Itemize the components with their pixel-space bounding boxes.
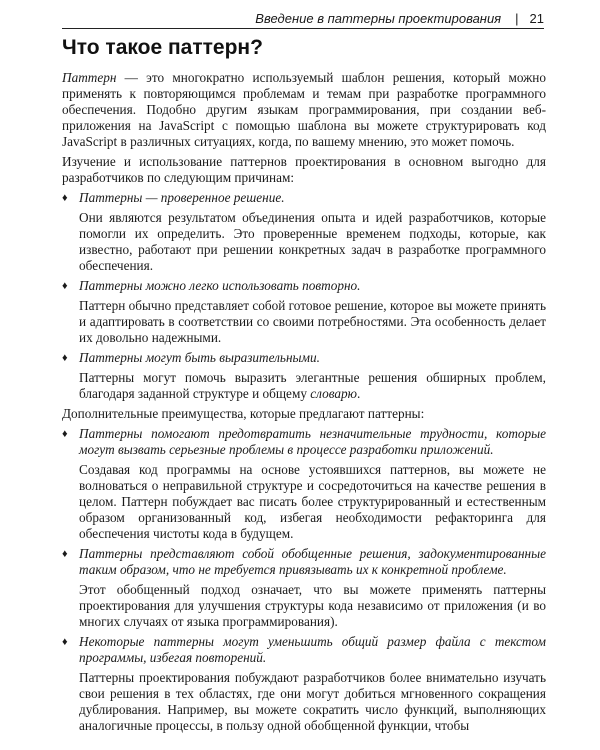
advantage-item [62,634,546,666]
advantage-body: Создавая код программы на основе устоявшихся паттернов, вы можете не волноваться о неправильной структуре и сосредоточиться на качестве решения в целом. Паттерн побуждает вас писать более структурированный и естественным образом организованный код, избегая необходимости рефакторинга для обеспечения чистоты кода в будущем. [79,462,546,541]
diamond-bullet-icon: ♦ [62,548,68,560]
diamond-bullet-icon: ♦ [62,192,68,204]
reason-title: Паттерны могут быть выразительными. [79,350,320,365]
study-paragraph: Изучение и использование паттернов проектирования в основном выгодно для разработчиков по следующим причинам: [62,154,546,185]
reason-body: Они являются результатом объединения опыта и идей разработчиков, которые помогли их определить. Это проверенные временем подходы, которые, как известно, работают при решении конкретных задач в разработке программного обеспечения. [79,210,546,273]
reason-title: Паттерны — проверенное решение. [79,190,285,205]
header-separator: | [515,10,519,26]
diamond-bullet-icon: ♦ [62,352,68,364]
reason-body: Паттерн обычно представляет собой готовое решение, которое вы можете принять и адаптировать в соответствии со своими потребностями. Эта особенность делает их довольно надежными. [79,298,546,345]
advantage-item [62,426,546,458]
additional-paragraph: Дополнительные преимущества, которые предлагают паттерны: [62,406,425,421]
intro-text: — это многократно используемый шаблон решения, который можно применять к повторяющимся проблемам и темам при разработке программного обеспечения. Подобно другим языкам программирования, при создании веб-приложения на JavaScript с помощью шаблона вы можете структурировать код JavaScript в различных ситуациях, когда, по вашему мнению, это может помочь. [62,70,546,149]
intro-paragraph [62,70,546,150]
reason-item [62,350,546,366]
diamond-bullet-icon: ♦ [62,428,68,440]
diamond-bullet-icon: ♦ [62,636,68,648]
advantage-title: Паттерны помогают предотвратить незначительные трудности, которые могут вызвать серьезные проблемы в процессе разработки приложений. [79,426,546,457]
advantage-title: Паттерны представляют собой обобщенные решения, задокументированные таким образом, что не требуется привязывать их к конкретной проблеме. [79,546,546,577]
header-section-title: Введение в паттерны проектирования [255,10,502,26]
reason-body-end: . [356,386,361,401]
diamond-bullet-icon: ♦ [62,280,68,292]
reason-item [62,278,546,294]
advantage-item [62,546,546,578]
reason-body-emphasis: словарю [310,386,357,401]
page-body [62,70,546,738]
reason-body [79,370,546,402]
reason-body-text: Паттерны могут помочь выразить элегантные решения обширных проблем, благодаря заданной структуре и общему [79,370,546,401]
advantage-body: Этот обобщенный подход означает, что вы можете применять паттерны проектирования для улучшения структуры кода независимо от приложения (и во многих случаях от языка программирования). [79,582,546,629]
page-number: 21 [529,10,544,26]
advantage-title: Некоторые паттерны могут уменьшить общий размер файла с текстом программы, избегая повторений. [79,634,546,665]
reason-item [62,190,546,206]
running-header [62,8,544,29]
intro-term: Паттерн [62,70,117,85]
page-title: Что такое паттерн? [62,36,263,59]
advantage-body: Паттерны проектирования побуждают разработчиков более внимательно изучать свои решения в тех областях, где они могут добиться мгновенного сокращения дублирования. Например, вы можете сократить число функций, выполняющих аналогичные процессы, в пользу одной обобщенной функции, чтобы [79,670,546,733]
reason-title: Паттерны можно легко использовать повторно. [79,278,361,293]
